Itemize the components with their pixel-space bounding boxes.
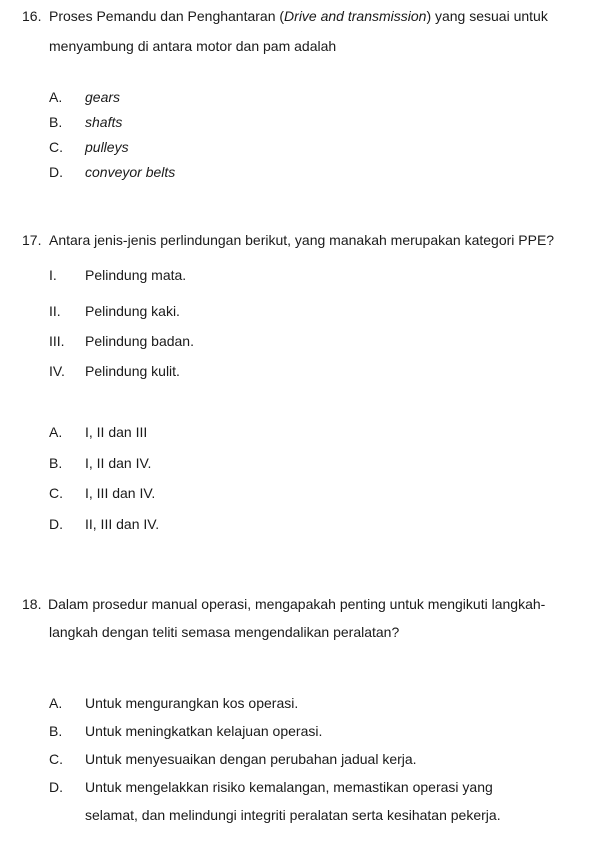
question-text-line2: menyambung di antara motor dan pam adalah bbox=[49, 38, 337, 54]
option-letter: D. bbox=[49, 516, 63, 532]
option-letter: C. bbox=[49, 751, 63, 767]
option-text: II, III dan IV. bbox=[85, 516, 160, 532]
option-letter: B. bbox=[49, 455, 63, 471]
question-number: 18. bbox=[22, 596, 42, 612]
option-text-line2: selamat, dan melindungi integriti peralatan serta kesihatan pekerja. bbox=[85, 807, 501, 823]
option-text: I, III dan IV. bbox=[85, 485, 156, 501]
question-text-line2: langkah dengan teliti semasa mengendalikan peralatan? bbox=[49, 624, 400, 640]
option-letter: C. bbox=[49, 139, 63, 155]
question-number: 16. bbox=[22, 8, 42, 24]
option-text: Untuk meningkatkan kelajuan operasi. bbox=[85, 723, 323, 739]
option-letter: D. bbox=[49, 164, 63, 180]
statement-text: Pelindung mata. bbox=[85, 267, 187, 283]
option-text: I, II dan IV. bbox=[85, 455, 152, 471]
statement-numeral: I. bbox=[49, 267, 57, 283]
option-text: shafts bbox=[85, 114, 123, 130]
option-letter: D. bbox=[49, 779, 63, 795]
statement-numeral: II. bbox=[49, 303, 61, 319]
question-text: Antara jenis-jenis perlindungan berikut, yang manakah merupakan kategori PPE? bbox=[49, 232, 555, 248]
statement-text: Pelindung kaki. bbox=[85, 303, 180, 319]
statement-text: Pelindung badan. bbox=[85, 333, 194, 349]
option-letter: A. bbox=[49, 424, 63, 440]
statement-numeral: IV. bbox=[49, 363, 65, 379]
option-letter: C. bbox=[49, 485, 63, 501]
option-letter: A. bbox=[49, 695, 63, 711]
option-text: conveyor belts bbox=[85, 164, 176, 180]
option-letter: A. bbox=[49, 89, 63, 105]
question-number: 17. bbox=[22, 232, 42, 248]
option-text: Untuk menyesuaikan dengan perubahan jadual kerja. bbox=[85, 751, 417, 767]
option-letter: B. bbox=[49, 114, 63, 130]
statement-text: Pelindung kulit. bbox=[85, 363, 180, 379]
option-text: gears bbox=[85, 89, 121, 105]
question-text: Proses Pemandu dan Penghantaran (Drive and transmission) yang sesuai untuk bbox=[49, 8, 548, 24]
statement-numeral: III. bbox=[49, 333, 65, 349]
option-text: I, II dan III bbox=[85, 424, 148, 440]
option-letter: B. bbox=[49, 723, 63, 739]
option-text: Untuk mengurangkan kos operasi. bbox=[85, 695, 299, 711]
option-text: pulleys bbox=[85, 139, 129, 155]
option-text: Untuk mengelakkan risiko kemalangan, memastikan operasi yang bbox=[85, 779, 493, 795]
question-text: Dalam prosedur manual operasi, mengapakah penting untuk mengikuti langkah- bbox=[48, 596, 546, 612]
